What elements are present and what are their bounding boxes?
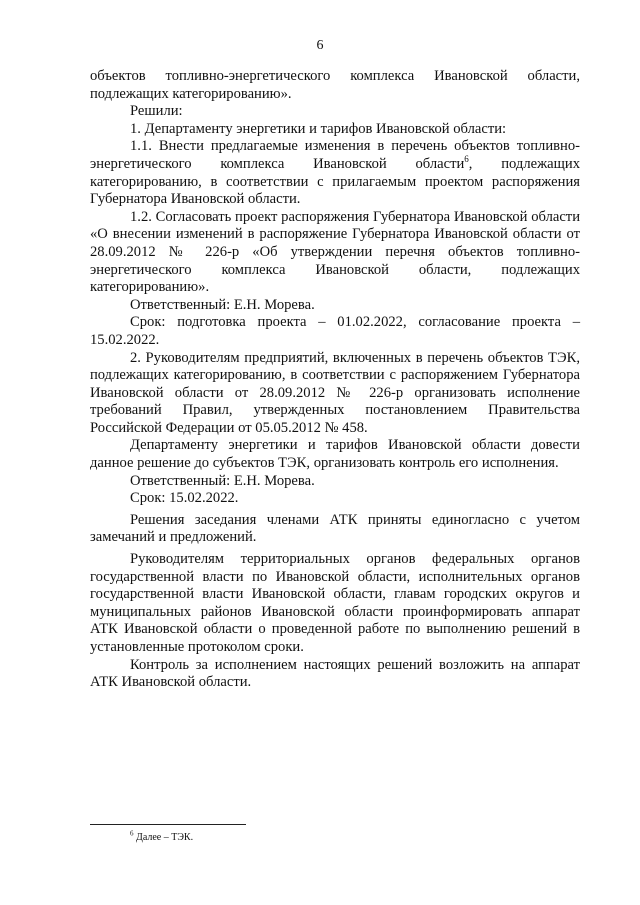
paragraph: Ответственный: Е.Н. Морева. [130,296,315,313]
paragraph-text: , подлежащих категорированию, в соответствии с прилагаемым проектом распоряжения Губернатора Ивановской области. [90,155,580,208]
page-number: 6 [316,38,324,53]
document-body [90,68,580,692]
footnote-separator [90,824,246,825]
paragraph: 1.2. Согласовать проект распоряжения Губернатора Ивановской области «О внесении изменений в распоряжение Губернатора Ивановской области от 28.09.2012 № 226-р «Об утверждении перечня объектов топливно-энергетического комплекса Ивановской области, подлежащих категорированию». [90,208,580,296]
paragraph: Департаменту энергетики и тарифов Ивановской области довести данное решение до субъектов ТЭК, организовать контроль его исполнения. [90,437,580,472]
footnote [130,829,194,843]
paragraph-with-footnote [90,138,580,208]
paragraph: Руководителям территориальных органов федеральных органов государственной власти по Ивановской области, исполнительных органов государственной власти Ивановской области, главам городских округов и муниципальных районов Ивановской области проинформировать аппарат АТК Ивановской области о проведенной работе по выполнению решений в установленные протоколом сроки. [90,551,580,655]
paragraph: Решения заседания членами АТК приняты единогласно с учетом замечаний и предложений. [90,511,580,546]
paragraph: Срок: 15.02.2022. [130,490,239,507]
paragraph: Контроль за исполнением настоящих решений возложить на аппарат АТК Ивановской области. [90,656,580,691]
paragraph: Срок: подготовка проекта – 01.02.2022, согласование проекта – 15.02.2022. [90,314,580,348]
paragraph: 2. Руководителям предприятий, включенных в перечень объектов ТЭК, подлежащих категорированию, в соответствии с распоряжением Губернатора Ивановской области от 28.09.2012 № 226-р организовать исполнение требований Правил, утвержденных постановлением Правительства Российской Федерации от 05.05.2012 № 458. [90,349,580,436]
paragraph: Решили: [130,103,183,120]
paragraph: 1. Департаменту энергетики и тарифов Ивановской области: [130,120,507,137]
paragraph-text: 1.1. Внести предлагаемые изменения в перечень объектов топливно-энергетического комплекса Ивановской области [90,138,580,172]
paragraph: Ответственный: Е.Н. Морева. [130,472,315,489]
footnote-text: Далее – ТЭК. [133,832,194,843]
footnote-reference: 6 [464,154,469,165]
footnote-marker: 6 [130,829,134,838]
paragraph: объектов топливно-энергетического комплекса Ивановской области, подлежащих категорированию». [90,68,580,102]
